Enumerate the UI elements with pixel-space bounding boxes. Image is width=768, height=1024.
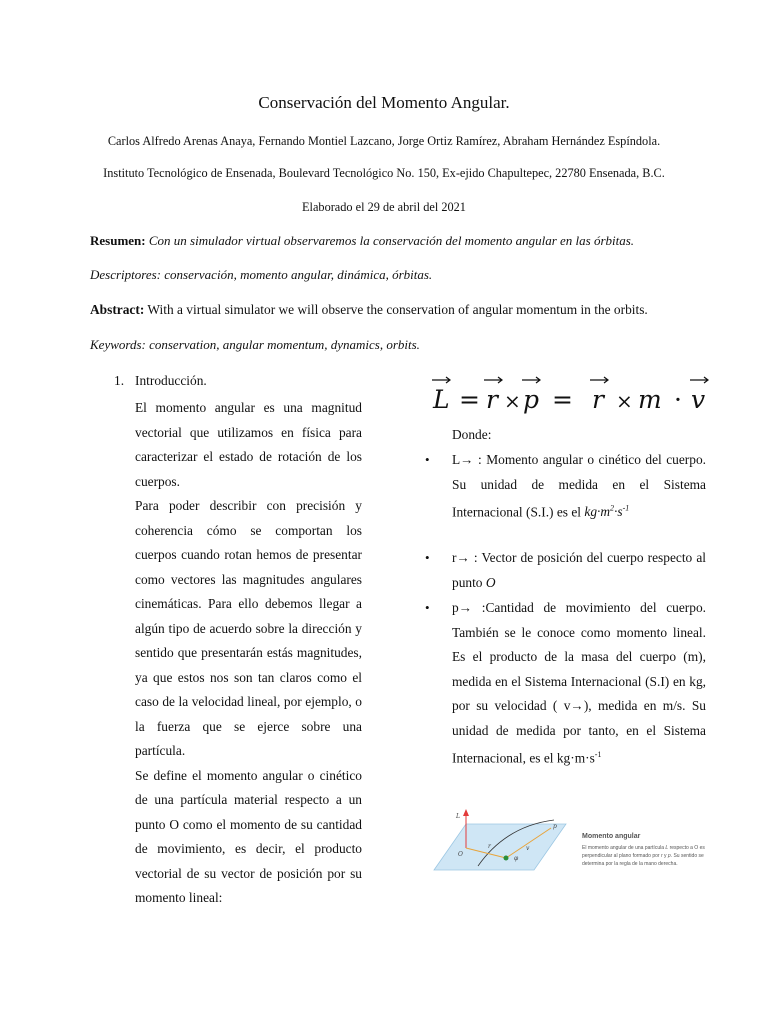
abstract-line bbox=[90, 302, 648, 318]
formula-v: v bbox=[691, 385, 706, 414]
resumen-text: Con un simulador virtual observaremos la conservación del momento angular en las órbitas. bbox=[148, 233, 635, 248]
intro-paragraph: El momento angular es una magnitud vectorial que utilizamos en física para caracterizar el estado de rotación de los cuerpos. bbox=[135, 400, 362, 489]
unit-exponent: 2 bbox=[610, 504, 615, 513]
formula-r: r bbox=[486, 385, 498, 414]
formula-dot: · bbox=[674, 385, 682, 414]
resumen-label: Resumen: bbox=[90, 233, 146, 248]
resumen-line bbox=[90, 233, 634, 249]
page-title: Conservación del Momento Angular. bbox=[258, 93, 510, 112]
label-p: p bbox=[553, 823, 557, 830]
authors: Carlos Alfredo Arenas Anaya, Fernando Montiel Lazcano, Jorge Ortiz Ramírez, Abraham Hernández Espíndola. bbox=[107, 134, 661, 148]
formula-m: m bbox=[638, 385, 662, 414]
caption-L: L bbox=[665, 845, 669, 851]
bullet: • bbox=[425, 600, 430, 615]
donde-label: Donde: bbox=[452, 427, 492, 442]
unit-exponent: -1 bbox=[594, 750, 602, 759]
institute: Instituto Tecnológico de Ensenada, Boulevard Tecnológico No. 150, Ex-ejido Chapultepec, 22780 Ensenada, B.C. bbox=[103, 166, 665, 180]
unit-exponent: -1 bbox=[622, 504, 630, 513]
label-r: r bbox=[488, 843, 491, 850]
definition-L-text: L→ : Momento angular o cinético del cuerpo. Su unidad de medida en el Sistema Internacional (S.I.) es el bbox=[452, 452, 706, 520]
formula-eq: = bbox=[552, 385, 573, 414]
definition-r bbox=[452, 546, 706, 595]
definition-p bbox=[452, 596, 706, 771]
label-phi: φ bbox=[514, 855, 519, 862]
formula-times: × bbox=[504, 389, 521, 413]
particle-point bbox=[504, 856, 509, 861]
keywords: Keywords: conservation, angular momentum, dynamics, orbits. bbox=[90, 337, 420, 352]
angular-momentum-formula bbox=[428, 372, 728, 418]
intro-paragraph: Se define el momento angular o cinético de una partícula material respecto a un punto O como el momento de su cantidad de movimiento, es decir, el producto vectorial de su vector de posición por su momento lineal: bbox=[135, 767, 362, 905]
figure-caption: . Su sentido se bbox=[670, 853, 704, 859]
label-L: L bbox=[456, 813, 460, 820]
figure-caption: El momento angular de una partícula bbox=[582, 845, 664, 851]
formula-L: L bbox=[433, 385, 450, 414]
svg-text:El momento angular de una part bbox=[582, 845, 705, 851]
section-number: 1. bbox=[114, 373, 125, 388]
abstract-text: With a virtual simulator we will observe the conservation of angular momentum in the orbits. bbox=[147, 302, 648, 317]
caption-r: r bbox=[660, 853, 663, 859]
label-O: O bbox=[458, 851, 463, 858]
caption-y: y bbox=[664, 853, 667, 859]
formula-r: r bbox=[592, 385, 604, 414]
date: Elaborado el 29 de abril del 2021 bbox=[302, 200, 466, 214]
formula-times: × bbox=[616, 389, 633, 413]
definition-p-text: p→ :Cantidad de movimiento del cuerpo. También se le conoce como momento lineal. Es el producto de la masa del cuerpo (m), medida en el Sistema Internacional (S.I) en kg, por su velocidad ( v→), medida en m/s. Su unidad de medida por tanto, en el Sistema Internacional, es el kg·m·s bbox=[452, 600, 706, 766]
figure-caption: determina por la regla de la mano derecha. bbox=[582, 861, 678, 867]
formula-eq: = bbox=[459, 385, 480, 414]
caption-p: p bbox=[667, 853, 671, 859]
definition-r-text: r→ : Vector de posición del cuerpo respecto al punto bbox=[452, 550, 706, 590]
label-v: v bbox=[526, 845, 530, 852]
intro-body bbox=[135, 396, 362, 911]
abstract-label: Abstract: bbox=[90, 302, 145, 317]
unit-seconds: ·s bbox=[614, 504, 623, 520]
figure-caption: respecto a O es bbox=[669, 845, 705, 851]
intro-paragraph: Para poder describir con precisión y coherencia cómo se comportan los cuerpos cuando rotan hemos de presentar como vectores las magnitudes angulares cinemáticas. Para ello debemos llegar a algún tipo de acuerdo sobre la dirección y sentido que presentarán estás magnitudes, ya que estos nos son tan claros como el caso de la velocidad lineal, por ejemplo, o la fuerza que se ejerce sobre una partícula. bbox=[135, 498, 362, 758]
definition-L bbox=[452, 448, 706, 525]
descriptores: Descriptores: conservación, momento angular, dinámica, órbitas. bbox=[90, 267, 433, 282]
bullet: • bbox=[425, 550, 430, 565]
svg-text:perpendicular al plano formado bbox=[582, 853, 704, 859]
section-title: Introducción. bbox=[135, 373, 207, 388]
figure-heading: Momento angular bbox=[582, 833, 641, 840]
bullet: • bbox=[425, 452, 430, 467]
point-O: O bbox=[485, 574, 496, 590]
definition-L-unit: kg·m bbox=[584, 504, 611, 520]
formula-p: p bbox=[523, 385, 540, 414]
angular-momentum-figure bbox=[426, 806, 746, 878]
figure-caption: perpendicular al plano formado por bbox=[582, 853, 660, 859]
arrowhead-icon bbox=[463, 809, 469, 816]
